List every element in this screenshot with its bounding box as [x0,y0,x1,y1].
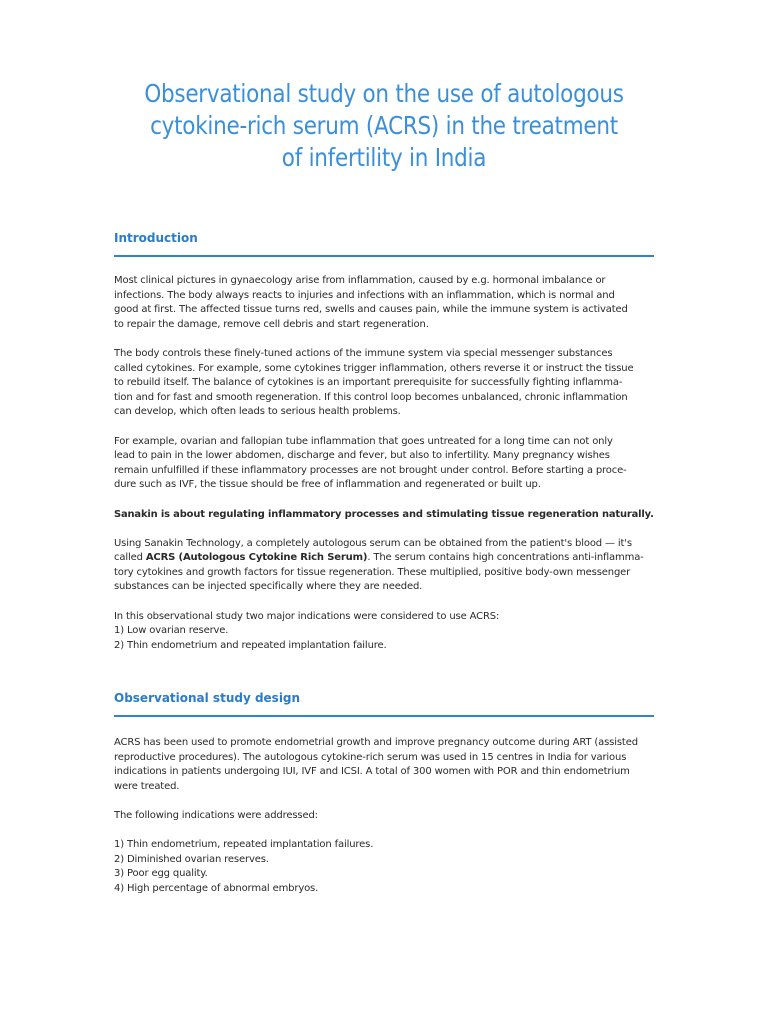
text-line: called ACRS (Autologous Cytokine Rich Serum). The serum contains high concentrations anti-inflamma- [114,552,644,564]
text-line: tion and for fast and smooth regeneration. If this control loop becomes unbalanced, chronic inflammation [114,391,628,403]
section-divider [114,255,654,257]
text-line: can develop, which often leads to serious health problems. [114,406,401,418]
text-line: called cytokines. For example, some cytokines trigger inflammation, others reverse it or instruct the tissue [114,362,634,374]
text-line: infections. The body always reacts to injuries and infections with an inflammation, which is normal and [114,289,615,301]
text-line: lead to pain in the lower abdomen, discharge and fever, but also to infertility. Many pregnancy wishes [114,450,610,462]
text-line: dure such as IVF, the tissue should be free of inflammation and regenerated or built up. [114,479,541,491]
list-item: 3) Poor egg quality. [114,868,208,880]
text-line: The body controls these finely-tuned actions of the immune system via special messenger substances [114,347,613,359]
title-line: of infertility in India [281,143,487,172]
text-line: Using Sanakin Technology, a completely autologous serum can be obtained from the patient's blood — it's [114,537,632,549]
paragraph [114,537,654,595]
title-line: Observational study on the use of autologous [144,79,624,108]
bold-statement: Sanakin is about regulating inflammatory processes and stimulating tissue regeneration naturally. [114,508,654,520]
text-line: good at first. The affected tissue turns red, swells and causes pain, while the immune system is activated [114,304,628,316]
paragraph [114,347,654,420]
list-item: 4) High percentage of abnormal embryos. [114,882,319,894]
text-line: For example, ovarian and fallopian tube inflammation that goes untreated for a long time can not only [114,435,613,447]
text-line: were treated. [114,780,180,792]
text-line: ACRS has been used to promote endometrial growth and improve pregnancy outcome during ART (assisted [114,737,638,748]
text-line: tory cytokines and growth factors for tissue regeneration. These multiplied, positive body-own messenger [114,566,631,578]
text-line: Most clinical pictures in gynaecology arise from inflammation, caused by e.g. hormonal imbalance or [114,275,606,286]
acrs-term: ACRS (Autologous Cytokine Rich Serum) [145,552,368,564]
text-line: In this observational study two major indications were considered to use ACRS: [114,610,500,622]
list-item: 1) Low ovarian reserve. [114,625,229,637]
paragraph [114,610,654,654]
list-item: 1) Thin endometrium, repeated implantation failures. [114,839,374,851]
indications-list [114,838,654,896]
design-heading: Observational study design [114,691,301,705]
introduction-body [114,274,654,653]
paragraph [114,274,654,332]
section-divider [114,715,654,717]
paragraph [114,435,654,493]
design-header [114,688,654,717]
text-line: indications in patients undergoing IUI, IVF and ICSI. A total of 300 women with POR and thin endometrium [114,766,630,778]
text-line: to rebuild itself. The balance of cytokines is an important prerequisite for successfully fighting inflamma- [114,377,623,389]
text-line: remain unfulfilled if these inflammatory processes are not brought under control. Before starting a proce- [114,464,627,476]
introduction-heading: Introduction [114,231,198,245]
document-title [54,78,714,174]
text-line: to repair the damage, remove cell debris and start regeneration. [114,318,429,330]
design-body [114,736,654,897]
title-line: cytokine-rich serum (ACRS) in the treatment [150,111,618,140]
text-line: substances can be injected specifically where they are needed. [114,581,423,593]
list-item: 2) Diminished ovarian reserves. [114,853,269,865]
paragraph [114,736,654,794]
introduction-header [114,228,654,257]
text-line: reproductive procedures). The autologous cytokine-rich serum was used in 15 centres in India for various [114,751,627,763]
text-line: The following indications were addressed: [114,809,318,821]
list-item: 2) Thin endometrium and repeated implantation failure. [114,639,387,651]
